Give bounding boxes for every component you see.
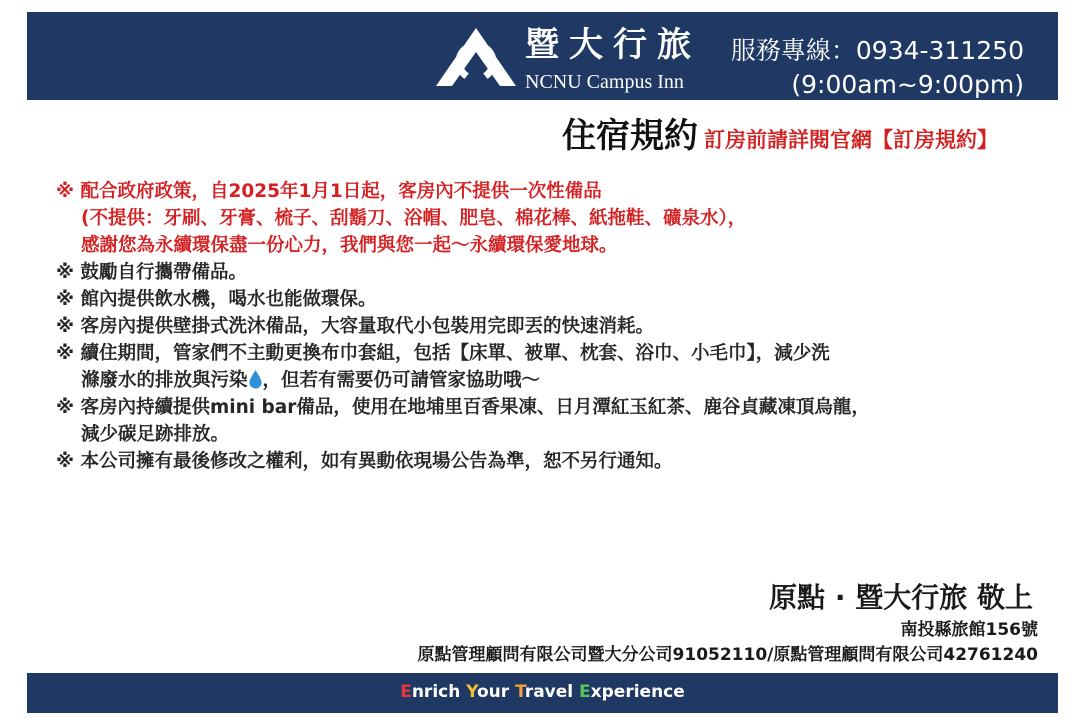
reference-mark: ※: [56, 397, 74, 418]
signature: 原點 · 暨大行旅 敬上: [769, 581, 1033, 614]
reference-mark: ※: [56, 289, 74, 310]
rule-text: 客房內提供壁掛式洗沐備品，大容量取代小包裝用完即丟的快速消耗。: [80, 316, 654, 337]
reference-mark: ※: [56, 181, 74, 202]
title-row: [562, 116, 998, 156]
rule-text: 館內提供飲水機，喝水也能做環保。: [80, 289, 377, 310]
rule-text: 客房內持續提供mini bar備品，使用在地埔里百香果凍、日月潭紅玉紅茶、鹿谷貞藏凍頂烏龍，: [80, 397, 870, 418]
rule-item-bring-amenities: [56, 259, 1046, 286]
rule-text: (不提供：牙刷、牙膏、梳子、刮鬍刀、浴帽、肥皂、棉花棒、紙拖鞋、礦泉水），: [81, 208, 747, 229]
footer-banner: [27, 673, 1058, 713]
service-hotline: 服務專線：0934-311250: [730, 36, 1024, 65]
rule-text: 配合政府政策，自2025年1月1日起，客房內不提供一次性備品: [80, 181, 602, 202]
reference-mark: ※: [56, 262, 74, 283]
rule-item-linen-change: [56, 340, 1046, 394]
brand-name-english: NCNU Campus Inn: [525, 71, 684, 93]
rule-item-wall-dispensers: [56, 313, 1046, 340]
slogan-word: nrich: [411, 682, 467, 702]
rule-item-modification-rights: [56, 448, 1046, 475]
rule-text: 鼓勵自行攜帶備品。: [80, 262, 247, 283]
slogan-initial: E: [400, 682, 412, 702]
slogan-word: ravel: [524, 682, 580, 702]
reference-mark: ※: [56, 451, 74, 472]
rule-item-water-dispenser: [56, 286, 1046, 313]
slogan-word: xperience: [590, 682, 685, 702]
reference-mark: ※: [56, 316, 74, 337]
rule-text: 滌廢水的排放與污染: [81, 370, 248, 391]
rule-item-amenities-policy: [56, 178, 1046, 259]
rule-text: 感謝您為永續環保盡一份心力，我們與您一起～永續環保愛地球。: [81, 235, 618, 256]
header-banner: [27, 12, 1058, 100]
slogan-initial: E: [579, 682, 591, 702]
hotel-license-number: 南投縣旅館156號: [900, 620, 1038, 640]
slogan-initial: T: [515, 682, 525, 702]
ncnu-campus-inn-logo-icon: [430, 24, 522, 92]
water-drop-icon: [248, 369, 263, 389]
rule-text: 減少碳足跡排放。: [81, 424, 230, 445]
rule-item-mini-bar: [56, 394, 1046, 448]
rule-text: 本公司擁有最後修改之權利，如有異動依現場公告為準，恕不另行通知。: [80, 451, 673, 472]
page-subtitle: 訂房前請詳閱官網【訂房規約】: [704, 128, 998, 152]
reference-mark: ※: [56, 343, 74, 364]
rules-list: [56, 178, 1046, 475]
service-hours: (9:00am~9:00pm): [791, 70, 1024, 99]
brand-name-chinese: 暨大行旅: [525, 25, 701, 65]
rule-text: ，但若有需要仍可請管家協助哦～: [262, 370, 541, 391]
company-registration: 原點管理顧問有限公司暨大分公司91052110/原點管理顧問有限公司42761240: [417, 645, 1038, 665]
slogan-word: our: [477, 682, 516, 702]
rule-text: 續住期間，管家們不主動更換布巾套組，包括【床單、被單、枕套、浴巾、小毛巾】，減少洗: [80, 343, 830, 364]
page-title: 住宿規約: [562, 116, 698, 156]
footer-slogan: [27, 684, 1058, 701]
slogan-initial: Y: [466, 682, 477, 702]
